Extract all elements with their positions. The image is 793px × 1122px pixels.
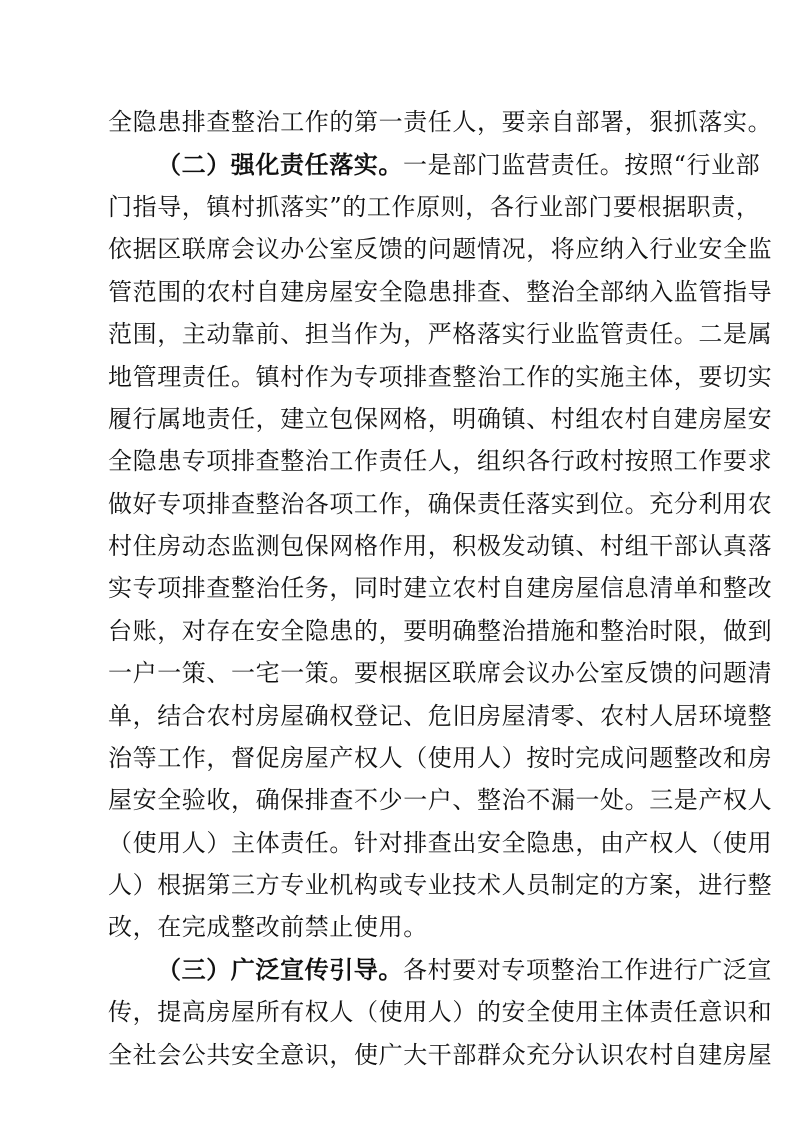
text-line — [108, 780, 773, 820]
line-text: （使用人）主体责任。针对排查出安全隐患，由产权人（使用 — [108, 829, 773, 857]
line-text: 各村要对专项整治工作进行广泛宣 — [403, 956, 772, 984]
line-text: 做好专项排查整治各项工作，确保责任落实到位。充分利用农 — [108, 490, 773, 518]
text-line — [108, 187, 761, 227]
text-line — [108, 653, 773, 693]
line-text: 人）根据第三方专业机构或专业技术人员制定的方案，进行整 — [108, 871, 773, 899]
text-line — [108, 696, 773, 736]
line-text: 实专项排查整治任务，同时建立农村自建房屋信息清单和整改 — [108, 574, 773, 602]
text-line — [157, 145, 761, 185]
line-text: 门指导，镇村抓落实”的工作原则，各行业部门要根据职责， — [108, 193, 761, 221]
text-line — [157, 950, 772, 990]
line-text: 管范围的农村自建房屋安全隐患排查、整治全部纳入监管指导 — [108, 278, 773, 306]
line-text: 全社会公共安全意识，使广大干部群众充分认识农村自建房屋 — [108, 1041, 773, 1069]
line-text: 范围，主动靠前、担当作为，严格落实行业监管责任。二是属 — [108, 320, 773, 348]
text-line — [108, 865, 773, 905]
line-text: 传，提高房屋所有权人（使用人）的安全使用主体责任意识和 — [108, 998, 773, 1026]
line-text: 地管理责任。镇村作为专项排查整治工作的实施主体，要切实 — [108, 363, 773, 391]
line-text: 履行属地责任，建立包保网格，明确镇、村组农村自建房屋安 — [108, 405, 773, 433]
section-heading: （三）广泛宣传引导。 — [157, 956, 403, 984]
text-line — [108, 611, 773, 651]
line-text: 单，结合农村房屋确权登记、危旧房屋清零、农村人居环境整 — [108, 702, 773, 730]
text-line — [108, 484, 773, 524]
section-heading: （二）强化责任落实。 — [157, 151, 403, 179]
text-line — [108, 357, 773, 397]
text-line — [108, 1035, 773, 1075]
line-text: 一户一策、一宅一策。要根据区联席会议办公室反馈的问题清 — [108, 659, 773, 687]
line-text: 村住房动态监测包保网格作用，积极发动镇、村组干部认真落 — [108, 532, 773, 560]
text-line — [108, 526, 773, 566]
text-line — [108, 441, 773, 481]
line-text: 治等工作，督促房屋产权人（使用人）按时完成问题整改和房 — [108, 744, 773, 772]
text-line — [108, 823, 773, 863]
text-line — [108, 102, 773, 142]
text-line — [108, 272, 773, 312]
line-text: 依据区联席会议办公室反馈的问题情况，将应纳入行业安全监 — [108, 235, 773, 263]
text-line — [108, 992, 773, 1032]
line-text: 全隐患排查整治工作的第一责任人，要亲自部署，狠抓落实。 — [108, 108, 773, 136]
line-text: 屋安全验收，确保排查不少一户、整治不漏一处。三是产权人 — [108, 786, 773, 814]
text-line — [108, 907, 693, 947]
text-line — [108, 314, 773, 354]
text-line — [108, 738, 773, 778]
text-line — [108, 229, 773, 269]
line-text: 台账，对存在安全隐患的，要明确整治措施和整治时限，做到 — [108, 617, 773, 645]
line-text: 全隐患专项排查整治工作责任人，组织各行政村按照工作要求 — [108, 447, 773, 475]
line-text: 改，在完成整改前禁止使用。 — [108, 913, 428, 941]
text-line — [108, 399, 773, 439]
line-text: 一是部门监营责任。按照“行业部 — [403, 151, 761, 179]
text-line — [108, 568, 773, 608]
